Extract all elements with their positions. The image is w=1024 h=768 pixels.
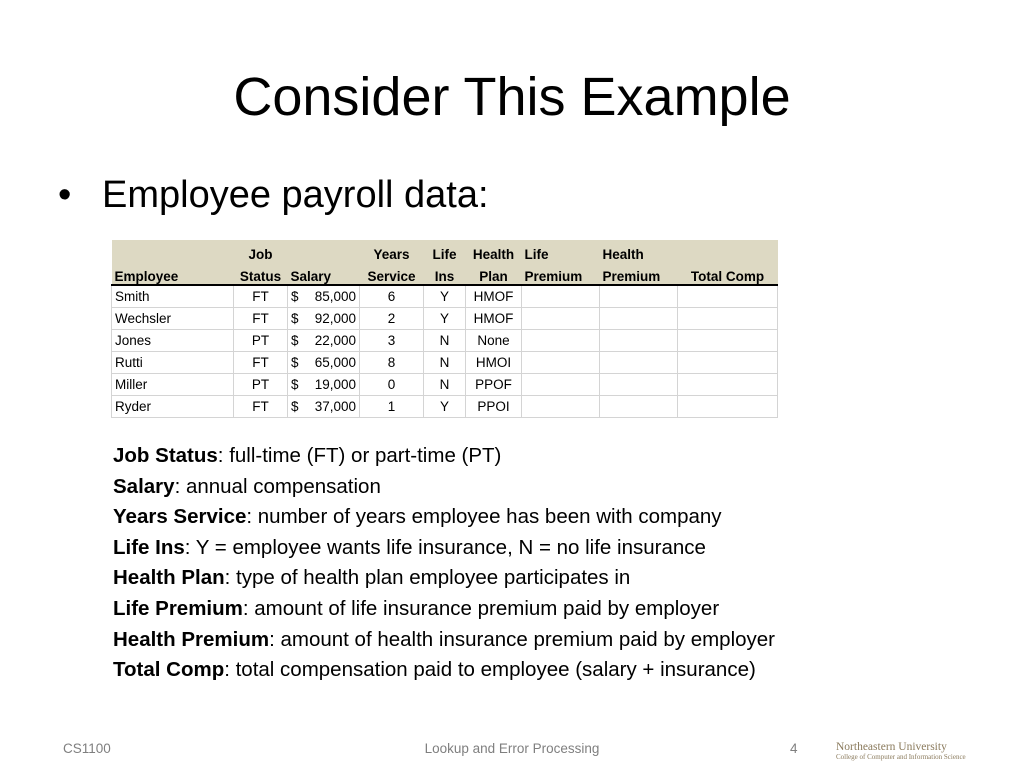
plan-cell[interactable]: None bbox=[466, 330, 522, 352]
life-premium-cell[interactable] bbox=[522, 374, 600, 396]
table-row bbox=[112, 396, 778, 418]
header-cell: Health bbox=[466, 240, 522, 262]
status-cell[interactable]: FT bbox=[234, 308, 288, 330]
definition-text: : number of years employee has been with company bbox=[246, 505, 722, 529]
header-cell bbox=[288, 240, 360, 262]
definition-term: Life Ins bbox=[113, 535, 185, 559]
definition-item bbox=[113, 441, 775, 472]
university-logo bbox=[836, 741, 966, 762]
currency-symbol: $ bbox=[291, 355, 299, 370]
header-cell-life-premium: Premium bbox=[522, 262, 600, 285]
life-ins-cell[interactable]: Y bbox=[424, 285, 466, 308]
header-cell: Health bbox=[600, 240, 678, 262]
definition-text: : type of health plan employee participates in bbox=[224, 566, 631, 590]
header-cell-employee: Employee bbox=[112, 262, 234, 285]
years-cell[interactable]: 2 bbox=[360, 308, 424, 330]
table-row bbox=[112, 374, 778, 396]
total-comp-cell[interactable] bbox=[678, 308, 778, 330]
salary-value: 92,000 bbox=[314, 311, 356, 326]
total-comp-cell[interactable] bbox=[678, 285, 778, 308]
salary-value: 85,000 bbox=[314, 289, 356, 304]
header-cell-plan: Plan bbox=[466, 262, 522, 285]
employee-cell[interactable]: Ryder bbox=[112, 396, 234, 418]
years-cell[interactable]: 1 bbox=[360, 396, 424, 418]
header-cell: Life bbox=[522, 240, 600, 262]
definition-term: Total Comp bbox=[113, 658, 225, 682]
salary-cell[interactable] bbox=[288, 308, 360, 330]
header-cell-salary: Salary bbox=[288, 262, 360, 285]
table-header-row-1 bbox=[112, 240, 778, 262]
definition-item bbox=[113, 625, 775, 656]
table-row bbox=[112, 352, 778, 374]
salary-cell[interactable] bbox=[288, 352, 360, 374]
salary-value: 19,000 bbox=[314, 377, 356, 392]
life-premium-cell[interactable] bbox=[522, 285, 600, 308]
employee-cell[interactable]: Rutti bbox=[112, 352, 234, 374]
definition-term: Salary bbox=[113, 474, 175, 498]
years-cell[interactable]: 3 bbox=[360, 330, 424, 352]
salary-cell[interactable] bbox=[288, 374, 360, 396]
definition-item bbox=[113, 655, 775, 686]
currency-symbol: $ bbox=[291, 377, 299, 392]
life-ins-cell[interactable]: Y bbox=[424, 396, 466, 418]
health-premium-cell[interactable] bbox=[600, 330, 678, 352]
employee-cell[interactable]: Miller bbox=[112, 374, 234, 396]
total-comp-cell[interactable] bbox=[678, 352, 778, 374]
logo-line-1: Northeastern University bbox=[836, 741, 947, 753]
life-premium-cell[interactable] bbox=[522, 396, 600, 418]
employee-cell[interactable]: Smith bbox=[112, 285, 234, 308]
table-row bbox=[112, 330, 778, 352]
bullet-dot-icon: • bbox=[58, 174, 72, 216]
definition-term: Years Service bbox=[113, 505, 247, 529]
salary-cell[interactable] bbox=[288, 285, 360, 308]
payroll-table-container bbox=[111, 240, 778, 418]
status-cell[interactable]: FT bbox=[234, 352, 288, 374]
status-cell[interactable]: FT bbox=[234, 396, 288, 418]
footer-course: CS1100 bbox=[63, 741, 111, 756]
table-row bbox=[112, 308, 778, 330]
definition-text: : amount of health insurance premium paid by employer bbox=[269, 627, 776, 651]
employee-cell[interactable]: Jones bbox=[112, 330, 234, 352]
life-premium-cell[interactable] bbox=[522, 330, 600, 352]
health-premium-cell[interactable] bbox=[600, 396, 678, 418]
plan-cell[interactable]: HMOI bbox=[466, 352, 522, 374]
table-row bbox=[112, 285, 778, 308]
salary-value: 37,000 bbox=[314, 399, 356, 414]
status-cell[interactable]: PT bbox=[234, 374, 288, 396]
header-cell-years: Service bbox=[360, 262, 424, 285]
salary-cell[interactable] bbox=[288, 396, 360, 418]
total-comp-cell[interactable] bbox=[678, 374, 778, 396]
plan-cell[interactable]: PPOF bbox=[466, 374, 522, 396]
status-cell[interactable]: FT bbox=[234, 285, 288, 308]
header-cell-status: Status bbox=[234, 262, 288, 285]
definition-text: : Y = employee wants life insurance, N = no life insurance bbox=[184, 535, 706, 559]
definition-item bbox=[113, 563, 775, 594]
definition-item bbox=[113, 472, 775, 503]
employee-cell[interactable]: Wechsler bbox=[112, 308, 234, 330]
life-premium-cell[interactable] bbox=[522, 308, 600, 330]
header-cell-total-comp: Total Comp bbox=[678, 262, 778, 285]
life-ins-cell[interactable]: N bbox=[424, 374, 466, 396]
plan-cell[interactable]: HMOF bbox=[466, 308, 522, 330]
definition-text: : annual compensation bbox=[174, 474, 381, 498]
header-cell: Job bbox=[234, 240, 288, 262]
definition-term: Health Plan bbox=[113, 566, 225, 590]
bullet-item bbox=[58, 170, 489, 220]
slide-title: Consider This Example bbox=[233, 67, 791, 127]
definition-term: Job Status bbox=[113, 444, 218, 467]
header-cell bbox=[678, 240, 778, 262]
health-premium-cell[interactable] bbox=[600, 352, 678, 374]
currency-symbol: $ bbox=[291, 333, 299, 348]
salary-cell[interactable] bbox=[288, 330, 360, 352]
salary-value: 22,000 bbox=[314, 333, 356, 348]
header-cell: Life bbox=[424, 240, 466, 262]
currency-symbol: $ bbox=[291, 399, 299, 414]
years-cell[interactable]: 6 bbox=[360, 285, 424, 308]
definitions-list bbox=[113, 441, 775, 686]
salary-value: 65,000 bbox=[314, 355, 356, 370]
status-cell[interactable]: PT bbox=[234, 330, 288, 352]
definition-text: : amount of life insurance premium paid by employer bbox=[242, 596, 720, 620]
definition-text: : full-time (FT) or part-time (PT) bbox=[217, 444, 502, 467]
definition-term: Life Premium bbox=[113, 596, 243, 620]
table-header-row-2 bbox=[112, 262, 778, 285]
header-cell-life-ins: Ins bbox=[424, 262, 466, 285]
life-ins-cell[interactable]: Y bbox=[424, 308, 466, 330]
life-ins-cell[interactable]: N bbox=[424, 352, 466, 374]
health-premium-cell[interactable] bbox=[600, 285, 678, 308]
definition-item bbox=[113, 533, 775, 564]
definition-text: : total compensation paid to employee (salary + insurance) bbox=[224, 658, 756, 682]
header-cell bbox=[112, 240, 234, 262]
years-cell[interactable]: 0 bbox=[360, 374, 424, 396]
bullet-text: Employee payroll data: bbox=[102, 174, 489, 216]
definition-item bbox=[113, 502, 775, 533]
payroll-table bbox=[111, 240, 778, 418]
plan-cell[interactable]: HMOF bbox=[466, 285, 522, 308]
life-ins-cell[interactable]: N bbox=[424, 330, 466, 352]
currency-symbol: $ bbox=[291, 311, 299, 326]
health-premium-cell[interactable] bbox=[600, 374, 678, 396]
life-premium-cell[interactable] bbox=[522, 352, 600, 374]
currency-symbol: $ bbox=[291, 289, 299, 304]
definition-term: Health Premium bbox=[113, 627, 270, 651]
total-comp-cell[interactable] bbox=[678, 330, 778, 352]
definition-item bbox=[113, 594, 775, 625]
footer-page-number: 4 bbox=[790, 741, 798, 756]
plan-cell[interactable]: PPOI bbox=[466, 396, 522, 418]
logo-line-2: College of Computer and Information Science bbox=[836, 753, 966, 761]
footer-topic: Lookup and Error Processing bbox=[424, 741, 600, 756]
header-cell-health-premium: Premium bbox=[600, 262, 678, 285]
years-cell[interactable]: 8 bbox=[360, 352, 424, 374]
total-comp-cell[interactable] bbox=[678, 396, 778, 418]
header-cell: Years bbox=[360, 240, 424, 262]
health-premium-cell[interactable] bbox=[600, 308, 678, 330]
